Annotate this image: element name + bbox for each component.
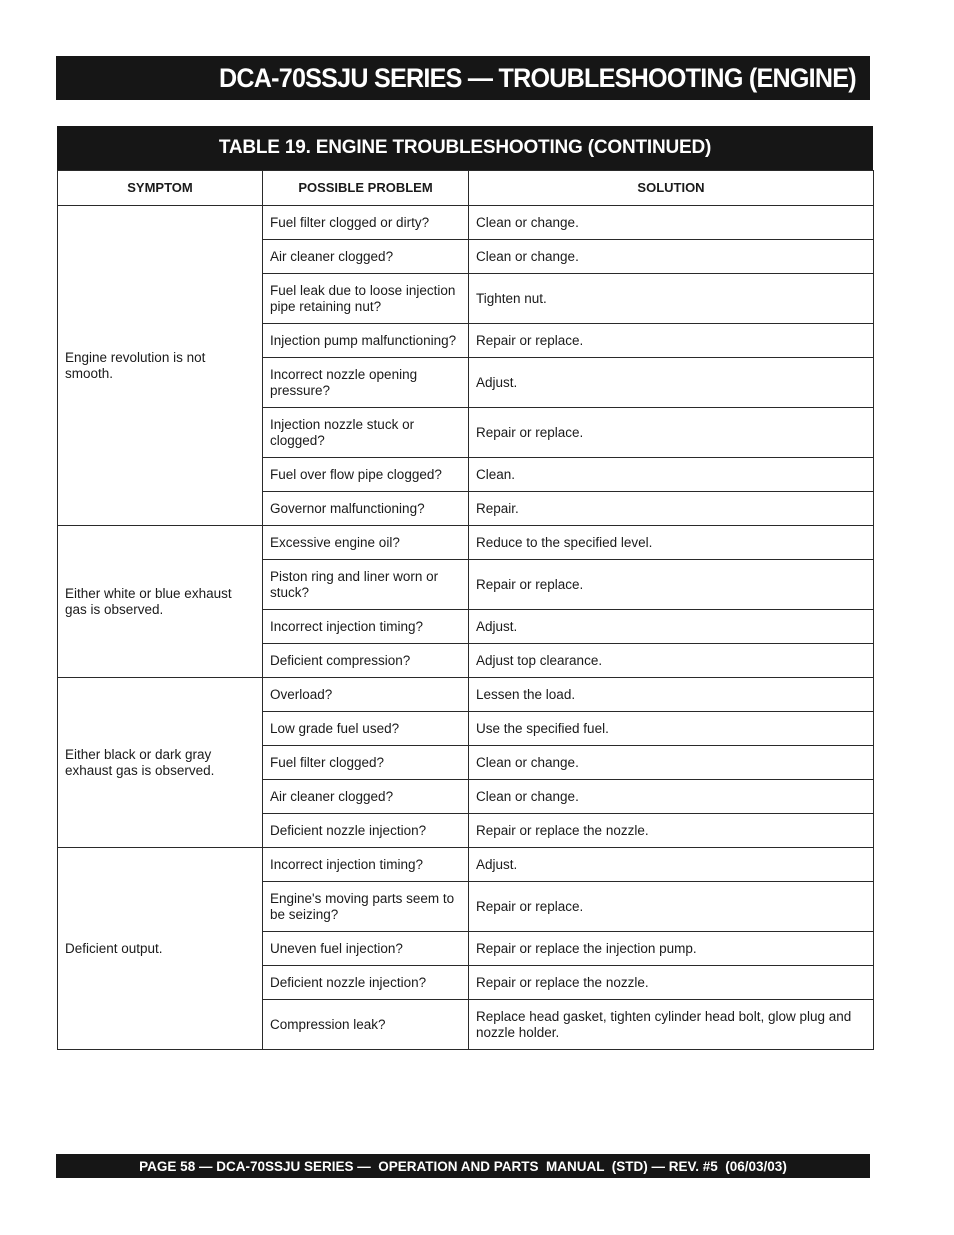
problem-cell: Air cleaner clogged? xyxy=(263,780,469,814)
table-body xyxy=(58,206,874,1050)
solution-cell: Adjust top clearance. xyxy=(469,644,874,678)
solution-cell: Tighten nut. xyxy=(469,274,874,324)
problem-cell: Fuel filter clogged or dirty? xyxy=(263,206,469,240)
problem-cell: Fuel leak due to loose injection pipe retaining nut? xyxy=(263,274,469,324)
solution-cell: Adjust. xyxy=(469,610,874,644)
problem-cell: Fuel filter clogged? xyxy=(263,746,469,780)
solution-cell: Repair or replace. xyxy=(469,324,874,358)
table-row xyxy=(58,206,874,240)
solution-cell: Adjust. xyxy=(469,848,874,882)
troubleshooting-table-section xyxy=(57,126,873,1050)
table-row xyxy=(58,678,874,712)
problem-cell: Deficient nozzle injection? xyxy=(263,966,469,1000)
problem-cell: Deficient compression? xyxy=(263,644,469,678)
symptom-cell: Engine revolution is not smooth. xyxy=(58,206,263,526)
solution-cell: Clean. xyxy=(469,458,874,492)
solution-cell: Repair. xyxy=(469,492,874,526)
solution-cell: Clean or change. xyxy=(469,780,874,814)
symptom-cell: Deficient output. xyxy=(58,848,263,1050)
problem-cell: Incorrect injection timing? xyxy=(263,848,469,882)
problem-cell: Low grade fuel used? xyxy=(263,712,469,746)
column-header-solution: SOLUTION xyxy=(469,171,874,206)
table-row xyxy=(58,526,874,560)
problem-cell: Incorrect injection timing? xyxy=(263,610,469,644)
solution-cell: Repair or replace. xyxy=(469,882,874,932)
column-header-possible-problem: POSSIBLE PROBLEM xyxy=(263,171,469,206)
problem-cell: Overload? xyxy=(263,678,469,712)
solution-cell: Use the specified fuel. xyxy=(469,712,874,746)
solution-cell: Repair or replace. xyxy=(469,560,874,610)
symptom-cell: Either black or dark gray exhaust gas is observed. xyxy=(58,678,263,848)
problem-cell: Deficient nozzle injection? xyxy=(263,814,469,848)
page-title: DCA-70SSJU SERIES — TROUBLESHOOTING (ENGINE) xyxy=(219,62,856,93)
page-header xyxy=(56,56,870,100)
solution-cell: Clean or change. xyxy=(469,240,874,274)
symptom-cell: Either white or blue exhaust gas is observed. xyxy=(58,526,263,678)
page-footer: PAGE 58 — DCA-70SSJU SERIES — OPERATION AND PARTS MANUAL (STD) — REV. #5 (06/03/03) xyxy=(56,1154,870,1178)
solution-cell: Reduce to the specified level. xyxy=(469,526,874,560)
problem-cell: Piston ring and liner worn or stuck? xyxy=(263,560,469,610)
solution-cell: Adjust. xyxy=(469,358,874,408)
solution-cell: Repair or replace the nozzle. xyxy=(469,966,874,1000)
table-row xyxy=(58,848,874,882)
solution-cell: Repair or replace. xyxy=(469,408,874,458)
troubleshooting-table xyxy=(57,170,874,1050)
solution-cell: Lessen the load. xyxy=(469,678,874,712)
table-title: TABLE 19. ENGINE TROUBLESHOOTING (CONTINUED) xyxy=(57,126,873,170)
problem-cell: Air cleaner clogged? xyxy=(263,240,469,274)
solution-cell: Clean or change. xyxy=(469,206,874,240)
solution-cell: Clean or change. xyxy=(469,746,874,780)
solution-cell: Replace head gasket, tighten cylinder head bolt, glow plug and nozzle holder. xyxy=(469,1000,874,1050)
solution-cell: Repair or replace the nozzle. xyxy=(469,814,874,848)
problem-cell: Compression leak? xyxy=(263,1000,469,1050)
problem-cell: Fuel over flow pipe clogged? xyxy=(263,458,469,492)
problem-cell: Injection pump malfunctioning? xyxy=(263,324,469,358)
table-header-row xyxy=(58,171,874,206)
solution-cell: Repair or replace the injection pump. xyxy=(469,932,874,966)
problem-cell: Engine's moving parts seem to be seizing? xyxy=(263,882,469,932)
problem-cell: Excessive engine oil? xyxy=(263,526,469,560)
problem-cell: Uneven fuel injection? xyxy=(263,932,469,966)
column-header-symptom: SYMPTOM xyxy=(58,171,263,206)
problem-cell: Injection nozzle stuck or clogged? xyxy=(263,408,469,458)
problem-cell: Incorrect nozzle opening pressure? xyxy=(263,358,469,408)
problem-cell: Governor malfunctioning? xyxy=(263,492,469,526)
